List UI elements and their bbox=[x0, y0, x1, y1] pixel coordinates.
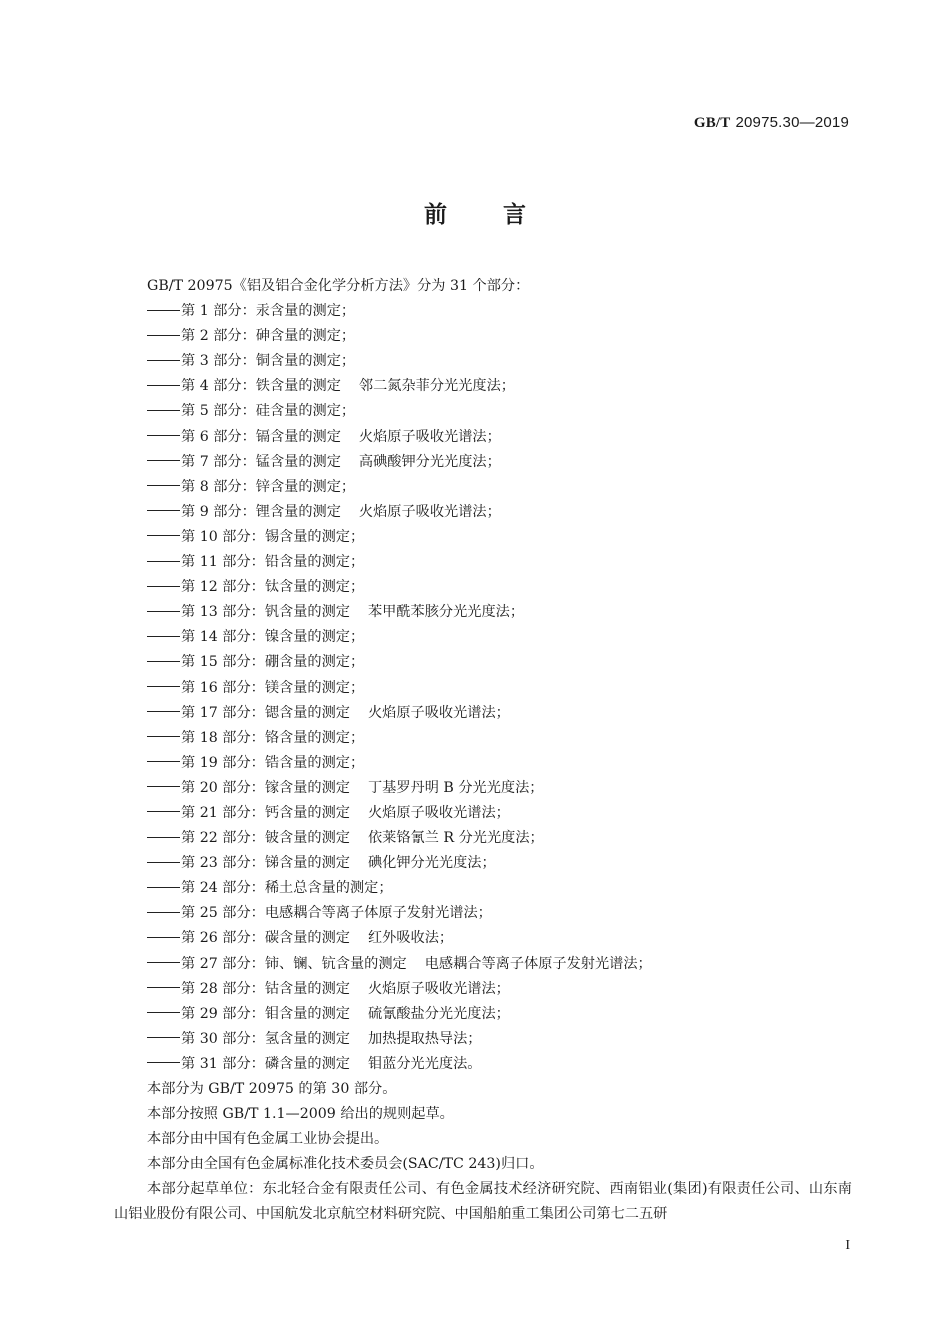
part-method: 高碘酸钾分光光度法； bbox=[358, 453, 501, 470]
part-list-item bbox=[147, 676, 852, 701]
title-char-1: 前 bbox=[424, 202, 447, 228]
em-dash-bullet bbox=[147, 460, 180, 461]
intro-line: GB/T 20975《铝及铝合金化学分析方法》分为 31 个部分： bbox=[147, 278, 530, 294]
statement-line: 本部分按照 GB/T 1.1—2009 给出的规则起草。 bbox=[147, 1106, 454, 1123]
part-list-item bbox=[147, 600, 852, 625]
foreword-body bbox=[114, 274, 852, 1228]
part-label: 第 10 部分：锡含量的测定； bbox=[181, 528, 365, 545]
part-label: 第 24 部分：稀土总含量的测定； bbox=[181, 880, 393, 897]
part-label: 第 28 部分：钴含量的测定 bbox=[181, 980, 350, 997]
part-label: 第 3 部分：铜含量的测定； bbox=[181, 353, 356, 370]
em-dash-bullet bbox=[147, 1012, 180, 1013]
part-list-item bbox=[147, 525, 852, 550]
standard-number bbox=[694, 113, 849, 132]
em-dash-bullet bbox=[147, 385, 180, 386]
part-list-item bbox=[147, 751, 852, 776]
drafting-units-paragraph: 本部分起草单位：东北轻合金有限责任公司、有色金属技术经济研究院、西南铝业(集团)有限责任公司、山东南山铝业股份有限公司、中国航发北京航空材料研究院、中国船舶重工集团公司第七二五研 bbox=[114, 1181, 852, 1223]
part-label: 第 7 部分：锰含量的测定 bbox=[181, 453, 341, 470]
part-list-item bbox=[147, 977, 852, 1002]
part-list-item bbox=[147, 901, 852, 926]
part-label: 第 22 部分：铍含量的测定 bbox=[181, 830, 350, 847]
part-list-item bbox=[147, 776, 852, 801]
part-label: 第 26 部分：碳含量的测定 bbox=[181, 930, 350, 947]
page-number: I bbox=[845, 1238, 850, 1253]
part-label: 第 20 部分：镓含量的测定 bbox=[181, 779, 350, 796]
em-dash-bullet bbox=[147, 761, 180, 762]
em-dash-bullet bbox=[147, 535, 180, 536]
em-dash-bullet bbox=[147, 310, 180, 311]
part-label: 第 27 部分：铈、镧、钪含量的测定 bbox=[181, 955, 407, 972]
em-dash-bullet bbox=[147, 987, 180, 988]
part-list-item bbox=[147, 324, 852, 349]
part-list-item bbox=[147, 425, 852, 450]
statement-line: 本部分由全国有色金属标准化技术委员会(SAC/TC 243)归口。 bbox=[147, 1156, 544, 1173]
statement-line: 本部分为 GB/T 20975 的第 30 部分。 bbox=[147, 1081, 397, 1097]
em-dash-bullet bbox=[147, 410, 180, 411]
part-list-item bbox=[147, 801, 852, 826]
part-list-item bbox=[147, 399, 852, 424]
part-method: 红外吸收法； bbox=[367, 930, 454, 947]
part-list-item bbox=[147, 876, 852, 901]
part-list-item bbox=[147, 1002, 852, 1027]
part-label: 第 23 部分：锑含量的测定 bbox=[181, 855, 350, 872]
part-method: 苯甲酰苯胲分光光度法； bbox=[367, 604, 525, 621]
em-dash-bullet bbox=[147, 611, 180, 612]
standard-code: 20975.30—2019 bbox=[735, 114, 849, 131]
em-dash-bullet bbox=[147, 811, 180, 812]
em-dash-bullet bbox=[147, 435, 180, 436]
part-label: 第 15 部分：硼含量的测定； bbox=[181, 654, 365, 671]
part-method: 加热提取热导法； bbox=[367, 1030, 482, 1047]
title-char-2: 言 bbox=[503, 202, 526, 228]
part-list-item bbox=[147, 650, 852, 675]
part-method: 丁基罗丹明 B 分光光度法； bbox=[367, 779, 544, 796]
part-label: 第 13 部分：钒含量的测定 bbox=[181, 604, 350, 621]
em-dash-bullet bbox=[147, 561, 180, 562]
part-method: 火焰原子吸收光谱法； bbox=[367, 980, 510, 997]
em-dash-bullet bbox=[147, 862, 180, 863]
part-list-item bbox=[147, 926, 852, 951]
part-method: 钼蓝分光光度法。 bbox=[367, 1055, 482, 1072]
em-dash-bullet bbox=[147, 1062, 180, 1063]
part-list-item bbox=[147, 952, 852, 977]
em-dash-bullet bbox=[147, 912, 180, 913]
part-label: 第 2 部分：砷含量的测定； bbox=[181, 328, 356, 345]
em-dash-bullet bbox=[147, 937, 180, 938]
part-label: 第 14 部分：镍含量的测定； bbox=[181, 629, 365, 646]
part-label: 第 1 部分：汞含量的测定； bbox=[181, 303, 356, 320]
em-dash-bullet bbox=[147, 1037, 180, 1038]
em-dash-bullet bbox=[147, 686, 180, 687]
part-label: 第 9 部分：锂含量的测定 bbox=[181, 503, 341, 520]
standard-prefix: GB/T bbox=[693, 115, 731, 131]
part-label: 第 25 部分：电感耦合等离子体原子发射光谱法； bbox=[181, 905, 492, 922]
part-list-item bbox=[147, 826, 852, 851]
part-label: 第 31 部分：磷含量的测定 bbox=[181, 1055, 350, 1072]
em-dash-bullet bbox=[147, 962, 180, 963]
part-list-item bbox=[147, 500, 852, 525]
part-list-item bbox=[147, 1052, 852, 1077]
em-dash-bullet bbox=[147, 586, 180, 587]
part-label: 第 8 部分：锌含量的测定； bbox=[181, 478, 356, 495]
em-dash-bullet bbox=[147, 711, 180, 712]
part-label: 第 21 部分：钙含量的测定 bbox=[181, 804, 350, 821]
em-dash-bullet bbox=[147, 887, 180, 888]
part-label: 第 17 部分：锶含量的测定 bbox=[181, 704, 350, 721]
part-method: 火焰原子吸收光谱法； bbox=[367, 804, 510, 821]
part-label: 第 16 部分：镁含量的测定； bbox=[181, 679, 365, 696]
part-label: 第 6 部分：镉含量的测定 bbox=[181, 428, 341, 445]
part-list-item bbox=[147, 851, 852, 876]
part-label: 第 4 部分：铁含量的测定 bbox=[181, 378, 341, 395]
part-method: 邻二氮杂菲分光光度法； bbox=[358, 378, 515, 395]
em-dash-bullet bbox=[147, 485, 180, 486]
part-label: 第 19 部分：锆含量的测定； bbox=[181, 754, 365, 771]
part-method: 火焰原子吸收光谱法； bbox=[358, 428, 501, 445]
em-dash-bullet bbox=[147, 661, 180, 662]
part-label: 第 12 部分：钛含量的测定； bbox=[181, 579, 365, 596]
em-dash-bullet bbox=[147, 510, 180, 511]
part-label: 第 29 部分：钼含量的测定 bbox=[181, 1005, 350, 1022]
part-list-item bbox=[147, 550, 852, 575]
em-dash-bullet bbox=[147, 786, 180, 787]
part-list-item bbox=[147, 475, 852, 500]
part-label: 第 5 部分：硅含量的测定； bbox=[181, 403, 356, 420]
part-list-item bbox=[147, 625, 852, 650]
part-list-item bbox=[147, 450, 852, 475]
part-list-item bbox=[147, 726, 852, 751]
em-dash-bullet bbox=[147, 335, 180, 336]
em-dash-bullet bbox=[147, 837, 180, 838]
statement-line: 本部分由中国有色金属工业协会提出。 bbox=[147, 1131, 389, 1148]
part-method: 火焰原子吸收光谱法； bbox=[367, 704, 510, 721]
em-dash-bullet bbox=[147, 636, 180, 637]
part-list-item bbox=[147, 374, 852, 399]
part-method: 电感耦合等离子体原子发射光谱法； bbox=[424, 955, 652, 972]
part-label: 第 30 部分：氢含量的测定 bbox=[181, 1030, 350, 1047]
part-label: 第 11 部分：铅含量的测定； bbox=[181, 554, 365, 571]
part-method: 火焰原子吸收光谱法； bbox=[358, 503, 501, 520]
part-list-item bbox=[147, 575, 852, 600]
part-method: 硫氰酸盐分光光度法； bbox=[367, 1005, 510, 1022]
em-dash-bullet bbox=[147, 360, 180, 361]
part-list-item bbox=[147, 1027, 852, 1052]
part-method: 碘化钾分光光度法； bbox=[367, 855, 496, 872]
part-list-item bbox=[147, 299, 852, 324]
parts-list bbox=[147, 299, 852, 1077]
em-dash-bullet bbox=[147, 736, 180, 737]
part-list-item bbox=[147, 701, 852, 726]
page-title bbox=[0, 196, 950, 229]
part-method: 依莱铬氰兰 R 分光光度法； bbox=[367, 830, 544, 847]
part-label: 第 18 部分：铬含量的测定； bbox=[181, 729, 365, 746]
part-list-item bbox=[147, 349, 852, 374]
